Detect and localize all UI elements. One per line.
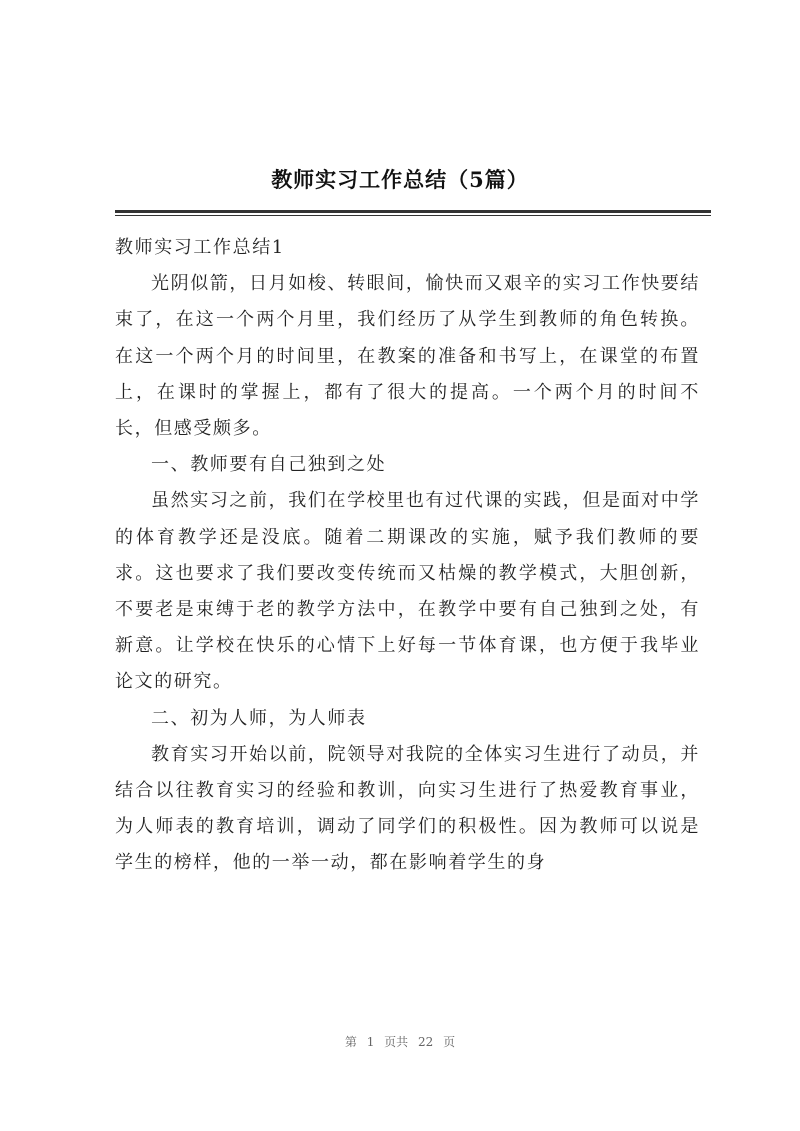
paragraph-1: 虽然实习之前，我们在学校里也有过代课的实践，但是面对中学的体育教学还是没底。随着二期课改的实施，赋予我们教师的要求。这也要求了我们要改变传统而又枯燥的教学模式，大胆创新，不要老是束缚于老的教学方法中，在教学中要有自己独到之处，有新意。让学校在快乐的心情下上好每一节体育课，也方便于我毕业论文的研究。: [115, 490, 700, 693]
footer-total-pages: 22: [418, 1035, 434, 1049]
footer-prefix: 第: [344, 1035, 357, 1049]
paragraph-intro: 光阴似箭，日月如梭、转眼间，愉快而又艰辛的实习工作快要结束了，在这一个两个月里，我们经历了从学生到教师的角色转换。在这一个两个月的时间里，在教案的准备和书写上，在课堂的布置上，在课时的掌握上，都有了很大的提高。一个两个月的时间不长，但感受颇多。: [115, 273, 700, 440]
paragraph-2: 教育实习开始以前，院领导对我院的全体实习生进行了动员，并结合以往教育实习的经验和教训，向实习生进行了热爱教育事业，为人师表的教育培训，调动了同学们的积极性。因为教师可以说是学生的榜样，他的一举一动，都在影响着学生的身: [115, 743, 700, 874]
footer-page-number: 1: [366, 1035, 375, 1049]
subheading-2: 二、初为人师，为人师表: [151, 707, 367, 729]
footer-suffix: 页: [443, 1035, 456, 1049]
document-title: 教师实习工作总结（5篇）: [271, 167, 529, 192]
title-divider-thick: [115, 210, 711, 213]
document-body: [115, 230, 700, 882]
page-footer: [0, 1033, 800, 1050]
subheading-1: 一、教师要有自己独到之处: [151, 454, 387, 476]
section-heading: 教师实习工作总结1: [115, 237, 285, 258]
footer-middle: 页共: [384, 1035, 409, 1049]
title-divider-thin: [115, 215, 711, 216]
